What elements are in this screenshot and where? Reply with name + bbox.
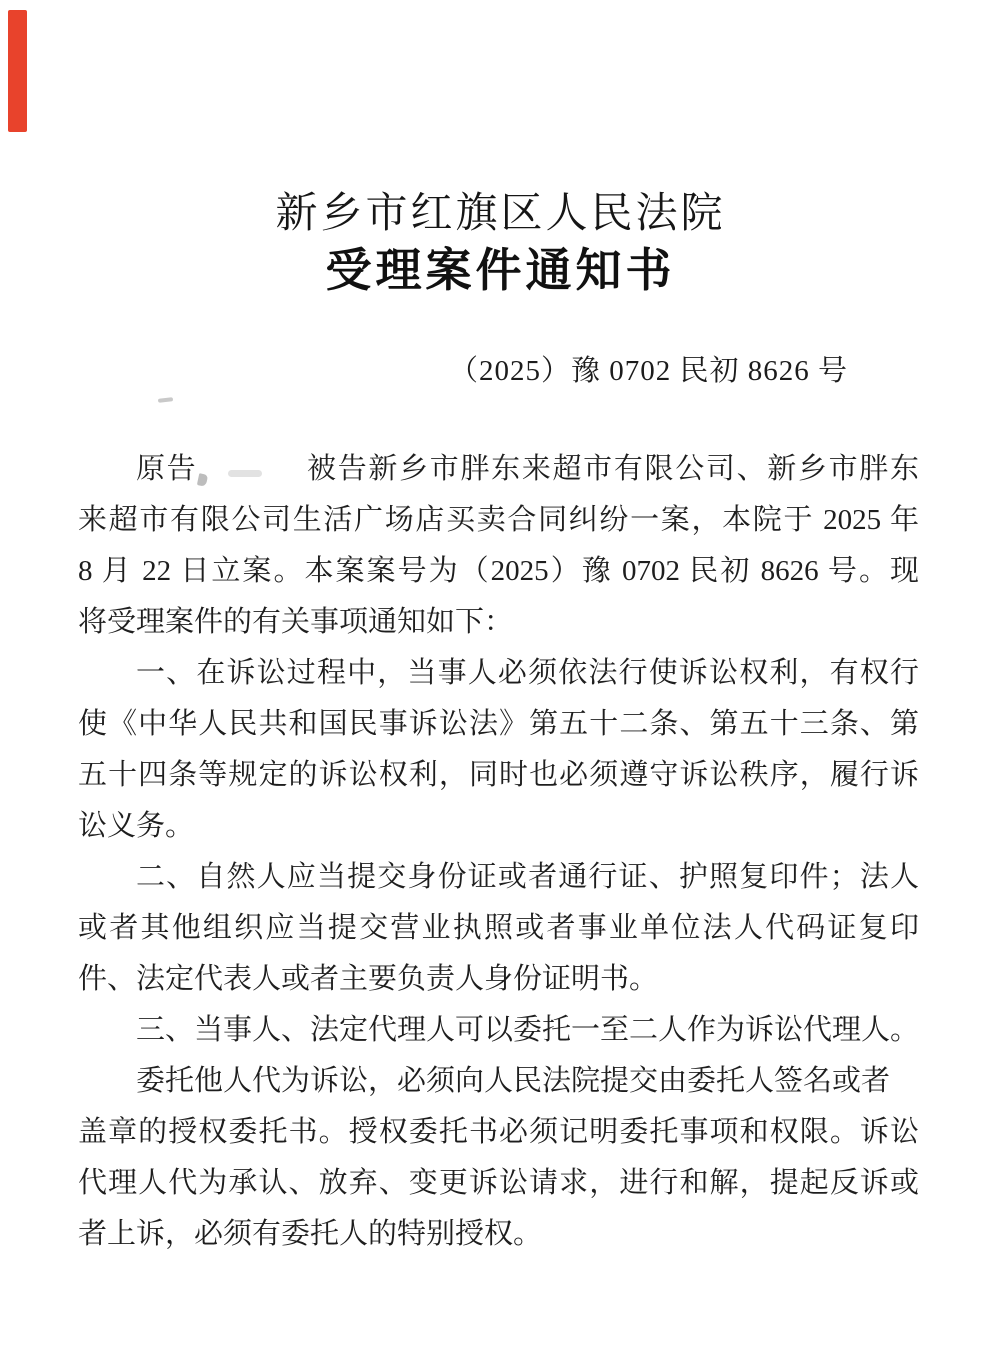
text-line: 代理人代为承认、放弃、变更诉讼请求，进行和解，提起反诉或 [78, 1167, 919, 1199]
plaintiff-label: 原告 [136, 453, 198, 485]
text-line: 将受理案件的有关事项通知如下： [78, 606, 514, 638]
scan-artifact [158, 397, 173, 403]
body-text [78, 444, 919, 1260]
text-line-item-1: 一、在诉讼过程中，当事人必须依法行使诉讼权利，有权行 [136, 657, 919, 689]
court-name: 新乡市红旗区人民法院 [275, 191, 726, 237]
text-line: 委托他人代为诉讼，必须向人民法院提交由委托人签名或者 [136, 1065, 891, 1097]
text-line-item-3: 三、当事人、法定代理人可以委托一至二人作为诉讼代理人。 [136, 1014, 920, 1046]
text-line: 者上诉，必须有委托人的特别授权。 [78, 1218, 543, 1250]
text-line: 件、法定代表人或者主要负责人身份证明书。 [78, 963, 659, 995]
red-marker [8, 10, 27, 132]
text-line: 使《中华人民共和国民事诉讼法》第五十二条、第五十三条、第 [78, 708, 919, 740]
case-number: （2025）豫 0702 民初 8626 号 [448, 355, 848, 387]
text-line-parties [78, 444, 919, 495]
text-line: 8 月 22 日立案。本案案号为（2025）豫 0702 民初 8626 号。现 [78, 555, 919, 587]
text-line: 盖章的授权委托书。授权委托书必须记明委托事项和权限。诉讼 [78, 1116, 919, 1148]
text-line: 来超市有限公司生活广场店买卖合同纠纷一案，本院于 2025 年 [78, 504, 919, 536]
text-line: 讼义务。 [78, 810, 195, 842]
text-line: 或者其他组织应当提交营业执照或者事业单位法人代码证复印 [78, 912, 919, 944]
text-line-item-2: 二、自然人应当提交身份证或者通行证、护照复印件；法人 [136, 861, 919, 893]
redacted-plaintiff-gap [197, 477, 305, 478]
document-title: 受理案件通知书 [325, 245, 676, 296]
defendant-text: 被告新乡市胖东来超市有限公司、新乡市胖东 [305, 453, 919, 485]
text-line: 五十四条等规定的诉讼权利，同时也必须遵守诉讼秩序，履行诉 [78, 759, 919, 791]
